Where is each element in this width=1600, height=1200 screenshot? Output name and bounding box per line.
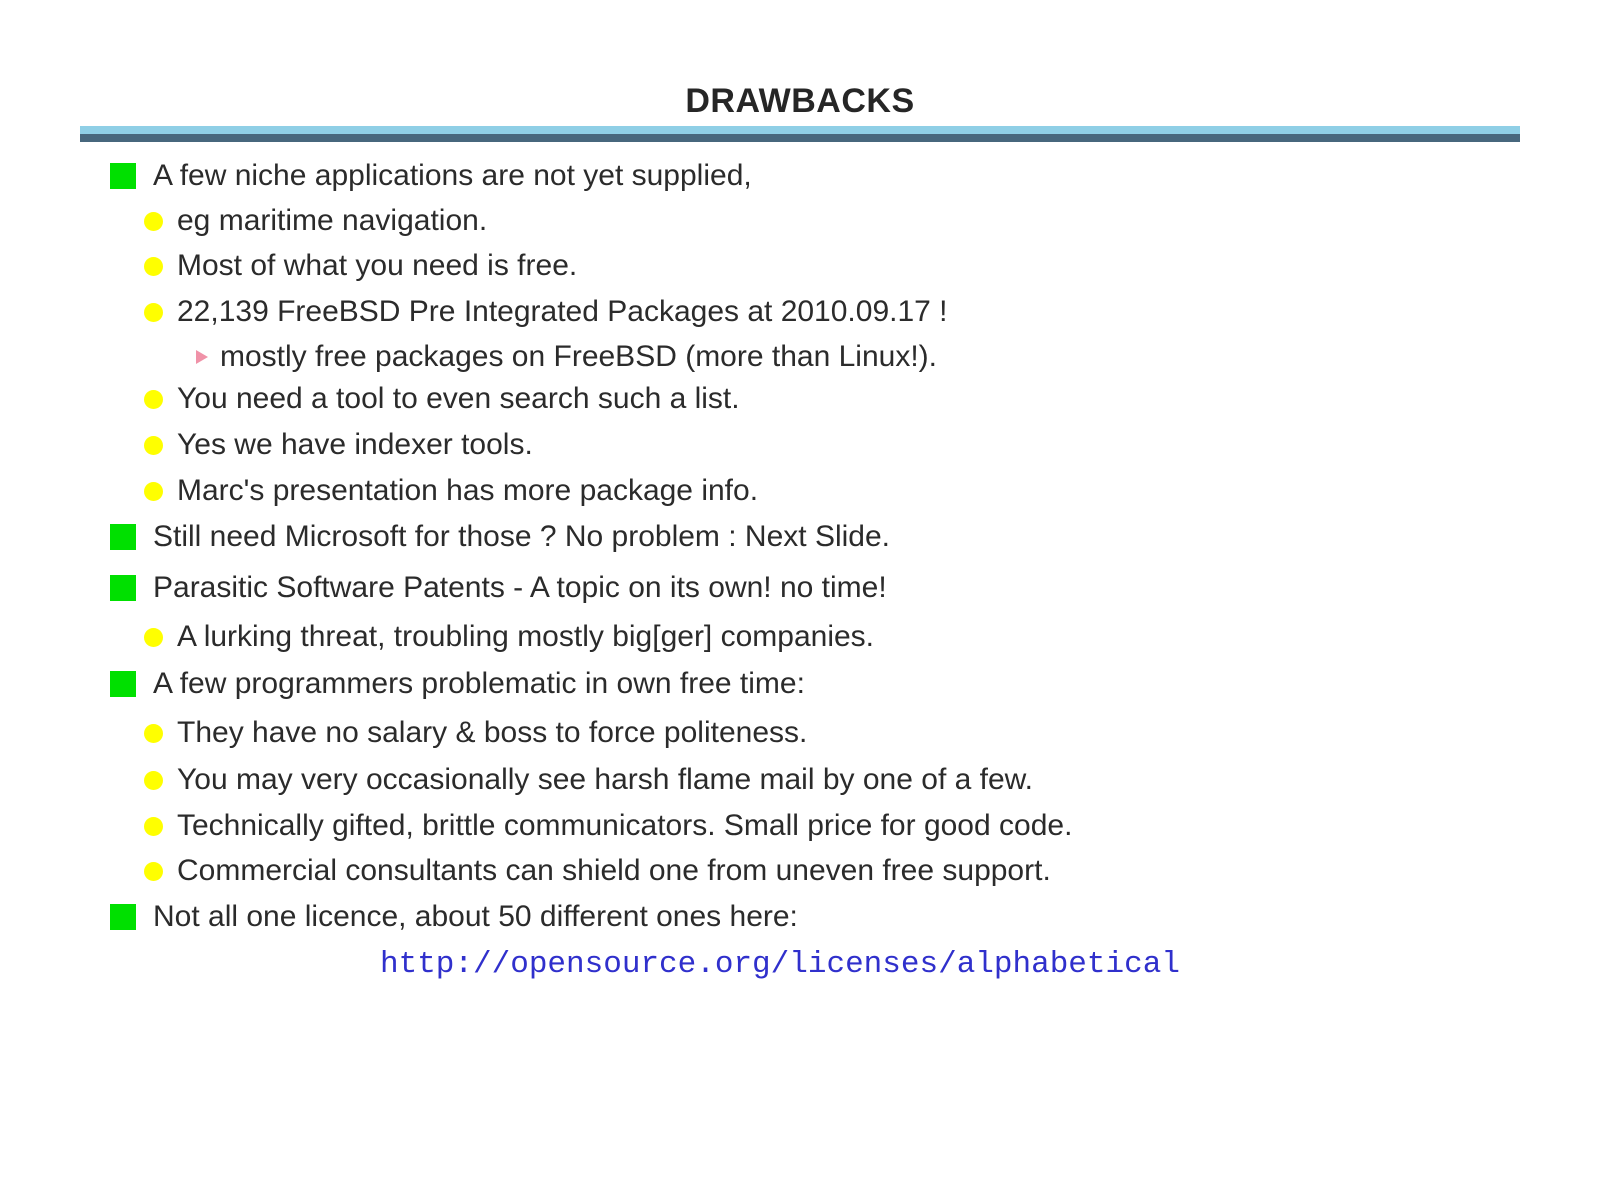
bullet-text: You may very occasionally see harsh flame mail by one of a few. [177, 763, 1033, 796]
square-bullet-icon [110, 904, 136, 930]
bullet-item [144, 757, 1033, 803]
license-link[interactable]: http://opensource.org/licenses/alphabetical [380, 946, 1180, 982]
bullet-item [110, 565, 887, 611]
bullet-item [110, 661, 805, 707]
bullet-text: A few niche applications are not yet supplied, [153, 159, 752, 192]
bullet-item [110, 153, 752, 199]
bullet-text: mostly free packages on FreeBSD (more than Linux!). [220, 340, 937, 373]
bullet-item [110, 514, 890, 560]
circle-bullet-icon [144, 771, 163, 790]
circle-bullet-icon [144, 482, 163, 501]
square-bullet-icon [110, 575, 136, 601]
bullet-item [196, 334, 937, 380]
bullet-item [144, 848, 1051, 894]
bullet-text: Parasitic Software Patents - A topic on its own! no time! [153, 571, 887, 604]
bullet-item [144, 198, 487, 244]
bullet-text: Not all one licence, about 50 different ones here: [153, 900, 798, 933]
bullet-item [144, 243, 577, 289]
bullet-text: Most of what you need is free. [177, 249, 578, 282]
circle-bullet-icon [144, 628, 163, 647]
page-title: DRAWBACKS [685, 82, 915, 120]
bullet-text: A few programmers problematic in own free time: [153, 667, 805, 700]
square-bullet-icon [110, 163, 136, 189]
bullet-item [144, 289, 948, 335]
triangle-bullet-icon [196, 350, 208, 364]
circle-bullet-icon [144, 257, 163, 276]
bullet-text: You need a tool to even search such a list. [177, 382, 740, 415]
circle-bullet-icon [144, 436, 163, 455]
bullet-text: Yes we have indexer tools. [177, 428, 533, 461]
circle-bullet-icon [144, 724, 163, 743]
circle-bullet-icon [144, 303, 163, 322]
title-rule [80, 126, 1520, 142]
bullet-text: eg maritime navigation. [177, 204, 488, 237]
circle-bullet-icon [144, 817, 163, 836]
title-rule-light-band [80, 126, 1520, 134]
bullet-item [144, 803, 1072, 849]
square-bullet-icon [110, 671, 136, 697]
bullet-text: Marc's presentation has more package info. [177, 474, 759, 507]
bullet-text: Technically gifted, brittle communicators. Small price for good code. [177, 809, 1073, 842]
bullet-text: They have no salary & boss to force politeness. [177, 716, 808, 749]
bullet-text: Commercial consultants can shield one from uneven free support. [177, 854, 1051, 887]
square-bullet-icon [110, 524, 136, 550]
circle-bullet-icon [144, 212, 163, 231]
bullet-item [144, 376, 740, 422]
bullet-item [144, 468, 758, 514]
circle-bullet-icon [144, 862, 163, 881]
bullet-text: A lurking threat, troubling mostly big[ger] companies. [177, 620, 875, 653]
bullet-text: 22,139 FreeBSD Pre Integrated Packages at 2010.09.17 ! [177, 295, 948, 328]
bullet-text: Still need Microsoft for those ? No problem : Next Slide. [153, 520, 890, 553]
bullet-item [144, 422, 533, 468]
circle-bullet-icon [144, 390, 163, 409]
bullet-item [144, 710, 807, 756]
title-rule-dark-band [80, 134, 1520, 142]
bullet-item [144, 614, 874, 660]
bullet-item [110, 894, 798, 940]
license-link-row [380, 941, 1180, 987]
